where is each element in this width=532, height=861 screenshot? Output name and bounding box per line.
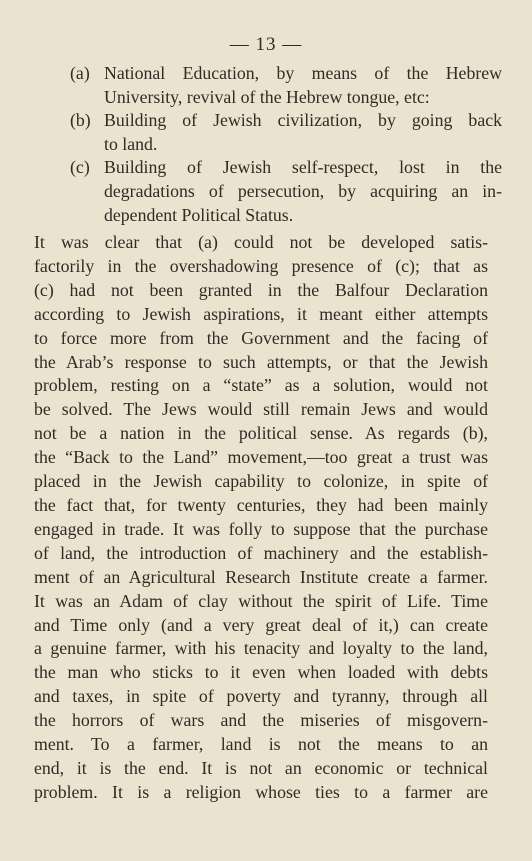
list-marker-b: (b) — [70, 110, 91, 131]
body-line: placed in the Jewish capability to colonize, in spite of — [34, 471, 488, 492]
list-marker-a: (a) — [70, 63, 90, 83]
body-line: the man who sticks to it even when loaded with debts — [34, 662, 488, 683]
body-line: ment of an Agricultural Research Institute create a farmer. — [34, 566, 488, 587]
body-line: (c) had not been granted in the Balfour Declaration — [34, 279, 488, 300]
body-line: the fact that, for twenty centuries, they had been mainly — [34, 494, 488, 515]
list-text-b — [104, 109, 502, 156]
body-line: of land, the introduction of machinery and the establish- — [34, 542, 488, 563]
body-line: and Time only (and a very great deal of it,) can create — [34, 614, 488, 635]
body-line: It was clear that (a) could not be developed satis- — [34, 232, 488, 252]
list-a-line-1: National Education, by means of the Hebrew — [104, 63, 502, 83]
body-line: be solved. The Jews would still remain Jews and would — [34, 399, 488, 420]
body-line: and taxes, in spite of poverty and tyranny, through all — [34, 686, 488, 707]
body-line: problem. It is a religion whose ties to a farmer are — [34, 781, 488, 802]
list-item-b — [70, 109, 502, 156]
body-line: not be a nation in the political sense. As regards (b), — [34, 423, 488, 444]
body-line: end, it is the end. It is not an economic or technical — [34, 757, 488, 778]
body-line: to force more from the Government and the facing of — [34, 327, 488, 348]
body-line: the horrors of wars and the miseries of misgovern- — [34, 710, 488, 731]
body-line: the Arab’s response to such attempts, or that the Jewish — [34, 351, 488, 372]
body-line: ment. To a farmer, land is not the means to an — [34, 734, 488, 755]
list-item-a — [70, 62, 502, 109]
list-b-line-2: to land. — [104, 133, 158, 154]
page-number: — 13 — — [229, 34, 303, 55]
body-line: engaged in trade. It was folly to suppose that the purchase — [34, 518, 488, 539]
list-c-line-3: dependent Political Status. — [104, 204, 294, 225]
body-line: factorily in the overshadowing presence of (c); that as — [34, 255, 488, 276]
body-line: a genuine farmer, with his tenacity and loyalty to the land, — [34, 638, 488, 659]
numbered-list — [70, 62, 502, 227]
body-line: It was an Adam of clay without the spirit of Life. Time — [34, 590, 488, 611]
list-c-line-1: Building of Jewish self-respect, lost in the — [104, 157, 502, 178]
body-line: the “Back to the Land” movement,—too great a trust was — [34, 447, 488, 468]
list-text-c — [104, 156, 502, 227]
body-line: problem, resting on a “state” as a solution, would not — [34, 375, 488, 396]
body-paragraph — [34, 231, 488, 805]
list-c-line-2: degradations of persecution, by acquiring an in- — [104, 180, 502, 201]
list-a-line-2: University, revival of the Hebrew tongue, etc: — [104, 86, 430, 107]
list-text-a — [104, 62, 502, 109]
body-line: according to Jewish aspirations, it meant either attempts — [34, 303, 488, 324]
list-item-c — [70, 156, 502, 227]
list-marker-c: (c) — [70, 157, 90, 178]
list-b-line-1: Building of Jewish civilization, by going back — [104, 110, 502, 131]
